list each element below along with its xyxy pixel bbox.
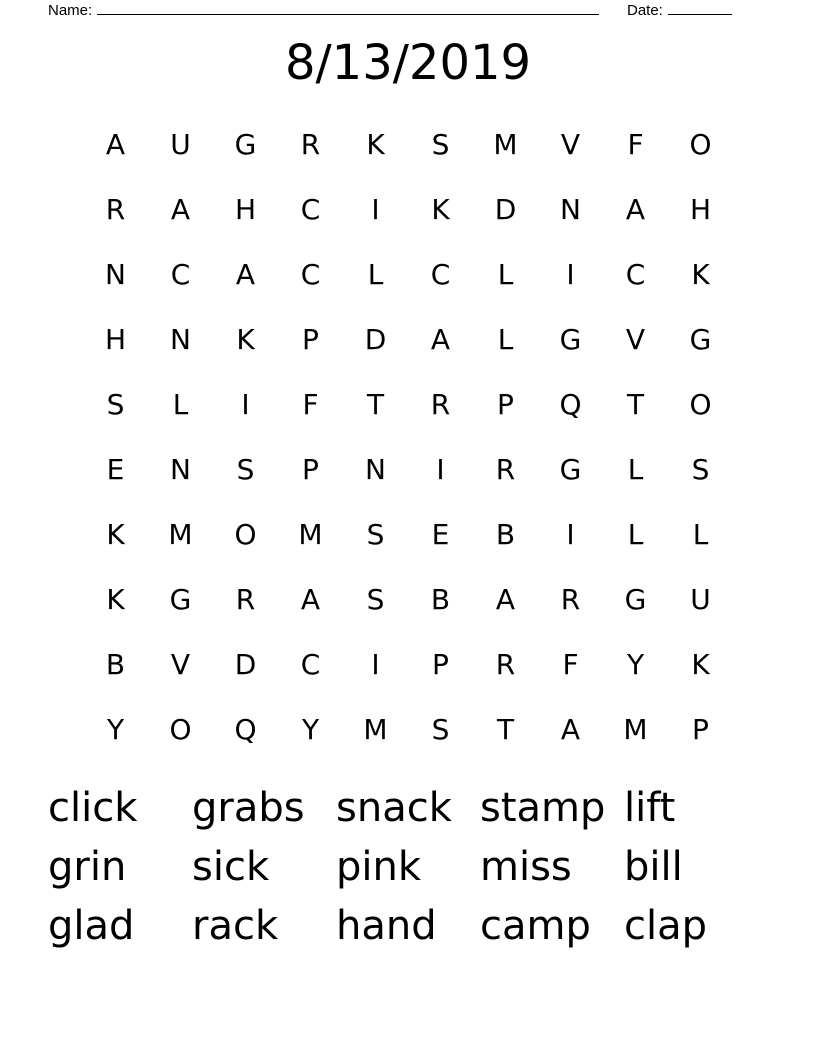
grid-letter: D bbox=[364, 323, 387, 356]
grid-letter: R bbox=[560, 583, 581, 616]
grid-letter: R bbox=[300, 128, 321, 161]
grid-letter: R bbox=[430, 388, 451, 421]
grid-letter: U bbox=[690, 583, 711, 616]
word-list-item: snack bbox=[336, 785, 452, 831]
grid-letter: A bbox=[625, 193, 646, 226]
grid-letter: A bbox=[430, 323, 451, 356]
grid-letter: M bbox=[298, 518, 323, 551]
grid-letter: I bbox=[371, 193, 380, 226]
grid-letter: Q bbox=[234, 713, 257, 746]
word-list-item: sick bbox=[192, 844, 270, 890]
grid-letter: M bbox=[168, 518, 193, 551]
grid-letter: A bbox=[170, 193, 191, 226]
grid-letter: A bbox=[235, 258, 256, 291]
date-blank bbox=[668, 0, 732, 15]
grid-letter: K bbox=[236, 323, 255, 356]
grid-letter: T bbox=[366, 388, 385, 421]
grid-letter: I bbox=[241, 388, 250, 421]
grid-letter: S bbox=[431, 128, 450, 161]
date-label: Date: bbox=[627, 2, 663, 19]
grid-letter: H bbox=[234, 193, 257, 226]
grid-letter: S bbox=[366, 518, 385, 551]
word-list-item: hand bbox=[336, 903, 437, 949]
grid-letter: T bbox=[626, 388, 645, 421]
grid-letter: Y bbox=[301, 713, 320, 746]
grid-letter: F bbox=[302, 388, 319, 421]
grid-letter: F bbox=[562, 648, 579, 681]
grid-letter: O bbox=[689, 388, 712, 421]
grid-letter: A bbox=[105, 128, 126, 161]
grid-letter: L bbox=[497, 258, 514, 291]
page-title: 8/13/2019 bbox=[284, 35, 532, 91]
grid-letter: L bbox=[627, 453, 644, 486]
word-list-item: camp bbox=[480, 903, 591, 949]
grid-letter: S bbox=[106, 388, 125, 421]
word-list-item: miss bbox=[480, 844, 572, 890]
grid-letter: Y bbox=[106, 713, 125, 746]
grid-letter: H bbox=[689, 193, 712, 226]
grid-letter: T bbox=[496, 713, 515, 746]
grid-letter: K bbox=[691, 258, 710, 291]
grid-letter: O bbox=[169, 713, 192, 746]
grid-letter: P bbox=[302, 453, 319, 486]
word-list-item: glad bbox=[48, 903, 135, 949]
grid-letter: I bbox=[371, 648, 380, 681]
grid-letter: I bbox=[566, 518, 575, 551]
grid-letter: S bbox=[236, 453, 255, 486]
grid-letter: K bbox=[106, 518, 125, 551]
grid-letter: S bbox=[366, 583, 385, 616]
grid-letter: C bbox=[625, 258, 646, 291]
grid-letter: M bbox=[493, 128, 518, 161]
grid-letter: N bbox=[560, 193, 581, 226]
grid-letter: S bbox=[431, 713, 450, 746]
grid-letter: E bbox=[106, 453, 125, 486]
grid-letter: A bbox=[560, 713, 581, 746]
grid-letter: O bbox=[689, 128, 712, 161]
grid-letter: R bbox=[105, 193, 126, 226]
grid-letter: I bbox=[566, 258, 575, 291]
grid-letter: V bbox=[560, 128, 581, 161]
grid-letter: G bbox=[169, 583, 192, 616]
grid-letter: M bbox=[623, 713, 648, 746]
word-list-item: bill bbox=[624, 844, 683, 890]
grid-letter: N bbox=[365, 453, 386, 486]
word-list-item: grin bbox=[48, 844, 127, 890]
grid-letter: P bbox=[692, 713, 709, 746]
grid-letter: B bbox=[105, 648, 126, 681]
grid-letter: K bbox=[431, 193, 450, 226]
grid-letter: N bbox=[170, 323, 191, 356]
grid-letter: N bbox=[170, 453, 191, 486]
word-list-item: lift bbox=[624, 785, 676, 831]
grid-letter: L bbox=[172, 388, 189, 421]
grid-letter: M bbox=[363, 713, 388, 746]
grid-letter: P bbox=[497, 388, 514, 421]
grid-letter: K bbox=[366, 128, 385, 161]
word-list-item: clap bbox=[624, 903, 708, 949]
grid-letter: C bbox=[300, 648, 321, 681]
name-line bbox=[48, 0, 599, 18]
grid-letter: D bbox=[234, 648, 257, 681]
grid-letter: G bbox=[559, 453, 582, 486]
grid-letter: G bbox=[624, 583, 647, 616]
name-blank bbox=[97, 0, 599, 15]
grid-letter: B bbox=[495, 518, 516, 551]
grid-letter: Y bbox=[626, 648, 645, 681]
grid-letter: C bbox=[300, 193, 321, 226]
grid-letter: P bbox=[432, 648, 449, 681]
grid-letter: G bbox=[559, 323, 582, 356]
grid-letter: G bbox=[234, 128, 257, 161]
grid-letter: Q bbox=[559, 388, 582, 421]
grid-letter: R bbox=[235, 583, 256, 616]
grid-letter: H bbox=[104, 323, 127, 356]
grid-letter: I bbox=[436, 453, 445, 486]
grid-letter: V bbox=[625, 323, 646, 356]
date-line bbox=[627, 0, 732, 18]
word-search-grid bbox=[83, 112, 733, 762]
word-list-item: pink bbox=[336, 844, 422, 890]
grid-letter: P bbox=[302, 323, 319, 356]
word-list bbox=[48, 779, 768, 956]
grid-letter: L bbox=[497, 323, 514, 356]
word-list-item: click bbox=[48, 785, 138, 831]
grid-letter: C bbox=[300, 258, 321, 291]
grid-letter: C bbox=[430, 258, 451, 291]
grid-letter: V bbox=[170, 648, 191, 681]
grid-letter: K bbox=[691, 648, 710, 681]
grid-letter: A bbox=[300, 583, 321, 616]
grid-letter: L bbox=[627, 518, 644, 551]
grid-letter: O bbox=[234, 518, 257, 551]
word-list-item: stamp bbox=[480, 785, 606, 831]
grid-letter: F bbox=[627, 128, 644, 161]
grid-letter: C bbox=[170, 258, 191, 291]
grid-letter: R bbox=[495, 648, 516, 681]
name-label: Name: bbox=[48, 2, 93, 19]
grid-letter: N bbox=[105, 258, 126, 291]
grid-letter: B bbox=[430, 583, 451, 616]
grid-letter: E bbox=[431, 518, 450, 551]
grid-letter: G bbox=[689, 323, 712, 356]
grid-letter: U bbox=[170, 128, 191, 161]
word-list-item: rack bbox=[192, 903, 279, 949]
grid-letter: L bbox=[367, 258, 384, 291]
grid-letter: R bbox=[495, 453, 516, 486]
grid-letter: A bbox=[495, 583, 516, 616]
grid-letter: K bbox=[106, 583, 125, 616]
grid-letter: D bbox=[494, 193, 517, 226]
word-list-item: grabs bbox=[192, 785, 305, 831]
grid-letter: L bbox=[692, 518, 709, 551]
grid-letter: S bbox=[691, 453, 710, 486]
